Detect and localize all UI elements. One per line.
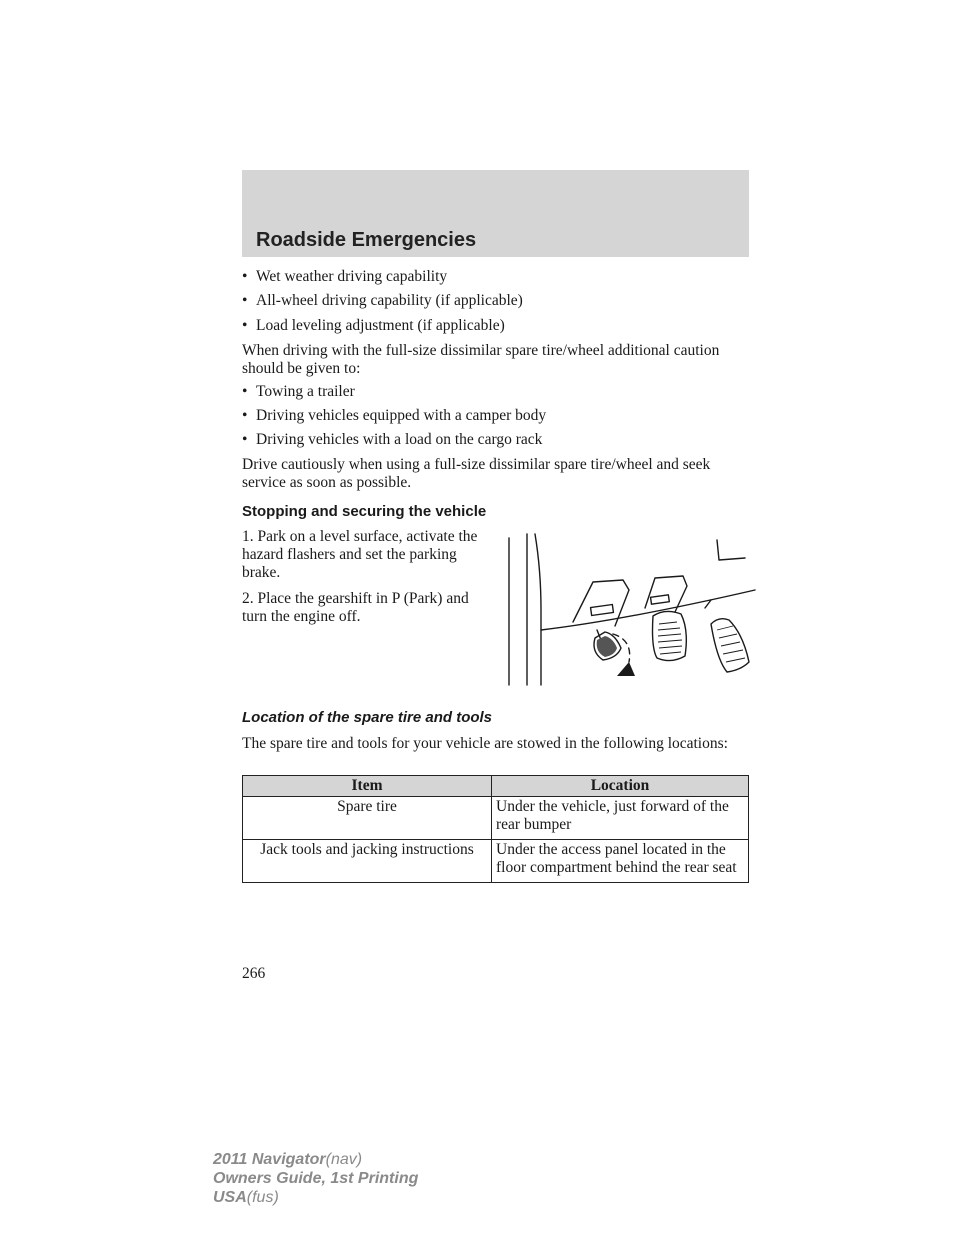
table-header-location: Location bbox=[492, 776, 749, 797]
caution-paragraph: When driving with the full-size dissimilar spare tire/wheel additional caution should be given to: bbox=[242, 342, 720, 377]
page-number: 266 bbox=[242, 965, 266, 982]
table-row bbox=[243, 797, 749, 840]
section-title: Roadside Emergencies bbox=[256, 229, 477, 251]
stopping-heading: Stopping and securing the vehicle bbox=[242, 503, 487, 520]
bullet-item: • Driving vehicles with a load on the cargo rack bbox=[242, 431, 543, 448]
step-1: 1. Park on a level surface, activate the hazard flashers and set the parking brake. bbox=[242, 528, 478, 581]
location-heading: Location of the spare tire and tools bbox=[242, 709, 493, 726]
bullet-item: • Load leveling adjustment (if applicable) bbox=[242, 317, 505, 334]
location-intro: The spare tire and tools for your vehicle are stowed in the following locations: bbox=[242, 735, 728, 752]
footer-line-1: 2011 Navigator(nav) bbox=[213, 1151, 363, 1168]
footer-line-2: Owners Guide, 1st Printing bbox=[213, 1170, 419, 1187]
bullet-item: • Towing a trailer bbox=[242, 383, 355, 400]
table-cell-item: Jack tools and jacking instructions bbox=[243, 840, 492, 883]
table-cell-item: Spare tire bbox=[243, 797, 492, 840]
step-2: 2. Place the gearshift in P (Park) and turn the engine off. bbox=[242, 590, 469, 625]
parking-brake-pedal-illustration bbox=[505, 530, 757, 688]
table-row bbox=[243, 840, 749, 883]
footer-line-3: USA(fus) bbox=[213, 1189, 279, 1206]
table-cell-location: Under the vehicle, just forward of the rear bumper bbox=[492, 797, 749, 840]
section-header-band bbox=[242, 170, 749, 257]
bullet-item: • Wet weather driving capability bbox=[242, 268, 448, 285]
spare-tire-location-table bbox=[242, 775, 749, 883]
table-cell-location: Under the access panel located in the floor compartment behind the rear seat bbox=[492, 840, 749, 883]
table-header-row bbox=[243, 776, 749, 797]
drive-cautiously-paragraph: Drive cautiously when using a full-size dissimilar spare tire/wheel and seek service as soon as possible. bbox=[242, 456, 711, 491]
bullet-item: • Driving vehicles equipped with a camper body bbox=[242, 407, 547, 424]
bullet-item: • All-wheel driving capability (if applicable) bbox=[242, 292, 523, 309]
table-header-item: Item bbox=[243, 776, 492, 797]
document-footer bbox=[213, 1150, 418, 1207]
